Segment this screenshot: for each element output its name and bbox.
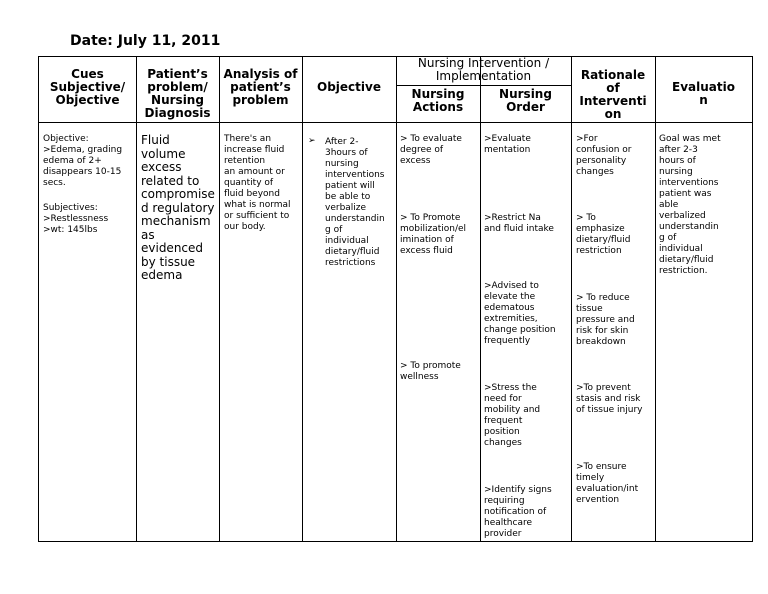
- column-divider: [302, 57, 303, 541]
- header-nursing-actions: Nursing Actions: [411, 87, 465, 114]
- evaluation-statement: Goal was met after 2-3 hours of nursing interventions patient was able verbalized understandin g of individual dietary/fluid restriction.: [659, 134, 721, 276]
- nursing-order-item: >Identify signs requiring notification of healthcare provider: [484, 485, 552, 539]
- column-divider: [219, 57, 220, 541]
- nursing-diagnosis: Fluid volume excess related to compromise d regulatory mechanism as evidenced by tissue edema: [141, 133, 215, 282]
- objective-bullet-icon: ➢: [308, 136, 316, 146]
- header-patient-problem: Patient’s problem/ Nursing Diagnosis: [144, 67, 211, 120]
- nursing-order-item: >Advised to elevate the edematous extremities, change position frequently: [484, 281, 556, 346]
- objective-statement: After 2- 3hours of nursing interventions patient will be able to verbalize understandin g of individual dietary/fluid restrictions: [325, 137, 385, 268]
- rationale-item: >To ensure timely evaluation/int ervention: [576, 462, 639, 505]
- column-divider: [655, 57, 656, 541]
- header-divider: [39, 122, 752, 123]
- column-divider: [136, 57, 137, 541]
- rationale-item: > To emphasize dietary/fluid restriction: [576, 213, 631, 256]
- header-nursing-order: Nursing Order: [499, 87, 552, 114]
- nursing-order-item: >Restrict Na and fluid intake: [484, 213, 554, 234]
- nursing-action-item: > To Promote mobilization/el imination of excess fluid: [400, 213, 467, 256]
- document-date: Date: July 11, 2011: [70, 33, 221, 49]
- rationale-item: >To prevent stasis and risk of tissue injury: [576, 383, 643, 415]
- rationale-item: > To reduce tissue pressure and risk for skin breakdown: [576, 293, 635, 347]
- header-analysis: Analysis of patient’s problem: [223, 67, 298, 107]
- subheader-divider: [396, 85, 571, 86]
- nursing-action-item: > To promote wellness: [400, 361, 461, 382]
- header-cues: Cues Subjective/ Objective: [49, 67, 126, 107]
- cues-subjective: Subjectives: >Restlessness >wt: 145lbs: [43, 203, 109, 235]
- header-objective: Objective: [317, 80, 381, 94]
- header-evaluation: Evaluatio n: [672, 80, 735, 107]
- nursing-action-item: > To evaluate degree of excess: [400, 134, 462, 166]
- column-divider: [571, 57, 572, 541]
- cues-objective: Objective: >Edema, grading edema of 2+ disappears 10-15 secs.: [43, 134, 123, 188]
- nursing-care-plan-table: [38, 56, 753, 542]
- header-rationale: Rationale of Interventi on: [579, 68, 647, 121]
- column-divider: [396, 57, 397, 541]
- nursing-order-item: >Stress the need for mobility and frequent position changes: [484, 383, 541, 448]
- header-nursing-intervention: Nursing Intervention / Implementation: [417, 56, 550, 83]
- column-divider: [480, 57, 481, 541]
- rationale-item: >For confusion or personality changes: [576, 134, 632, 177]
- nursing-order-item: >Evaluate mentation: [484, 134, 531, 155]
- problem-analysis: There's an increase fluid retention an amount or quantity of fluid beyond what is normal or sufficient to our body.: [224, 134, 291, 232]
